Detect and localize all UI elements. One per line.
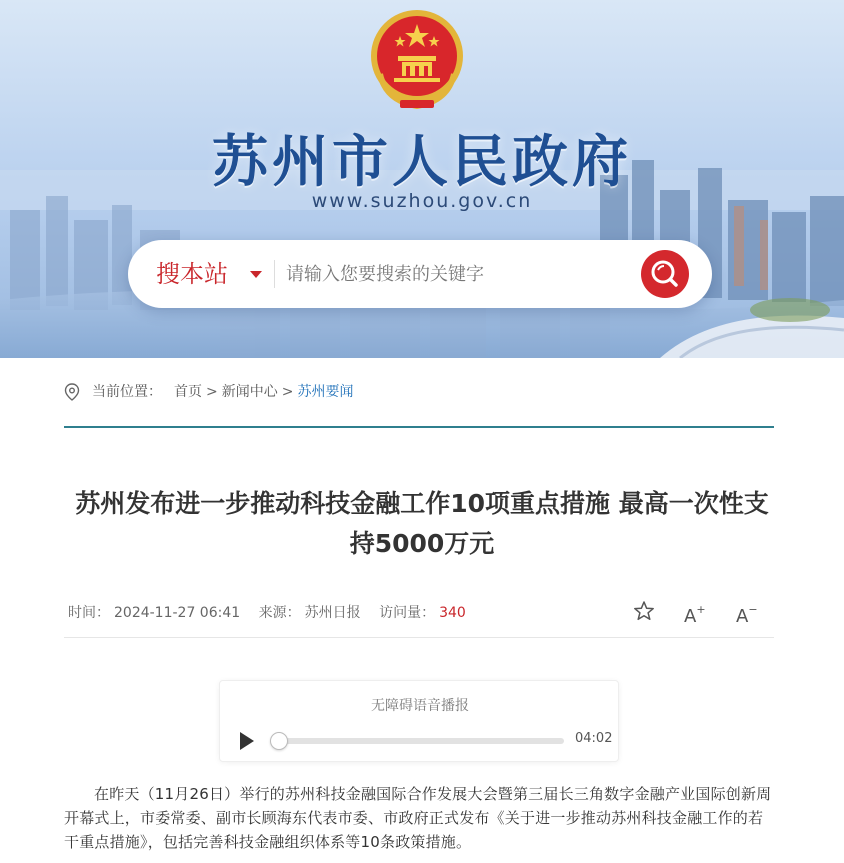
breadcrumb-label: 当前位置： <box>92 384 162 400</box>
play-icon[interactable] <box>240 732 254 750</box>
article-meta <box>68 601 466 625</box>
article-source: 苏州日报 <box>304 605 361 621</box>
national-emblem-icon <box>366 6 468 110</box>
search-button[interactable] <box>641 250 689 298</box>
star-icon <box>632 597 656 627</box>
views-label: 访问量： <box>379 605 436 621</box>
audio-player-title: 无障碍语音播报 <box>371 698 469 714</box>
location-pin-icon <box>64 383 80 401</box>
breadcrumb-home[interactable]: 首页 <box>174 384 202 400</box>
meta-divider <box>64 637 774 638</box>
audio-progress-handle[interactable] <box>270 732 288 750</box>
view-count: 340 <box>439 605 466 621</box>
publish-time: 2024-11-27 06:41 <box>114 605 241 621</box>
font-increase-button[interactable]: A+ <box>684 603 706 627</box>
search-divider <box>274 260 275 288</box>
breadcrumb-divider <box>64 426 774 428</box>
breadcrumb-suzhou-news[interactable]: 苏州要闻 <box>297 384 354 400</box>
search-input[interactable] <box>286 254 626 294</box>
audio-player <box>219 680 619 762</box>
audio-duration: 04:02 <box>575 731 613 746</box>
search-scope-dropdown[interactable]: 搜本站 <box>156 260 228 288</box>
chevron-down-icon[interactable] <box>250 271 262 278</box>
time-label: 时间： <box>68 605 110 621</box>
favorite-button[interactable] <box>632 597 656 627</box>
breadcrumb-separator: > <box>281 384 294 400</box>
source-label: 来源： <box>258 605 301 621</box>
breadcrumb <box>64 380 353 404</box>
breadcrumb-news-center[interactable]: 新闻中心 <box>221 384 278 400</box>
audio-progress-bar[interactable] <box>276 738 564 744</box>
site-title: 苏州市人民政府 <box>212 130 632 195</box>
font-decrease-button[interactable]: A− <box>736 603 758 627</box>
site-url[interactable]: www.suzhou.gov.cn <box>311 190 533 212</box>
article-paragraph: 在昨天（11月26日）举行的苏州科技金融国际合作发展大会暨第三届长三角数字金融产业国际创新周开幕式上，市委常委、副市长顾海东代表市委、市政府正式发布《关于进一步推动苏州科技金融工作的若干重点措施》，包括完善科技金融组织体系等10条政策措施。 <box>64 785 772 851</box>
header-banner <box>0 0 844 358</box>
breadcrumb-separator: > <box>206 384 218 400</box>
search-icon <box>641 250 689 298</box>
search-bar <box>128 240 712 308</box>
article-title: 苏州发布进一步推动科技金融工作10项重点措施 最高一次性支持5000万元 <box>75 489 769 558</box>
